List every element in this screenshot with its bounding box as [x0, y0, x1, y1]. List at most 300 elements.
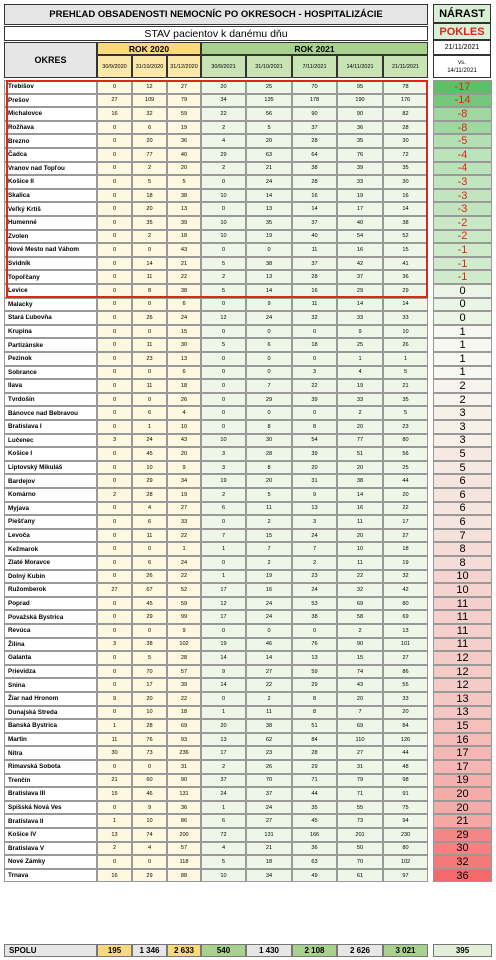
decrease-header: POKLES: [433, 23, 491, 40]
value-cell: 11: [246, 706, 292, 720]
value-cell: 38: [246, 719, 292, 733]
value-cell: 63: [292, 855, 337, 869]
value-cell: 99: [167, 610, 201, 624]
summary-cell: 540: [201, 944, 246, 957]
okres-name: Dunajská Streda: [4, 706, 97, 720]
difference-cell: -2: [433, 216, 492, 230]
value-cell: 42: [383, 583, 428, 597]
value-cell: 236: [167, 746, 201, 760]
value-cell: 0: [201, 366, 246, 380]
table-row: [4, 692, 492, 706]
comparison-vs: [433, 55, 491, 78]
table-row: [4, 366, 492, 380]
table-row: [4, 488, 492, 502]
value-cell: 31: [337, 760, 383, 774]
value-cell: 1: [337, 352, 383, 366]
table-row: [4, 420, 492, 434]
value-cell: 2: [201, 121, 246, 135]
value-cell: 14: [201, 651, 246, 665]
okres-name: Liptovský Mikuláš: [4, 461, 97, 475]
increase-header: NÁRAST: [433, 4, 491, 23]
value-cell: 14: [383, 298, 428, 312]
value-cell: 11: [246, 502, 292, 516]
value-cell: 26: [132, 570, 167, 584]
value-cell: 5: [132, 651, 167, 665]
value-cell: 28: [292, 270, 337, 284]
value-cell: 110: [337, 733, 383, 747]
value-cell: 6: [167, 366, 201, 380]
value-cell: 77: [337, 434, 383, 448]
difference-cell: 6: [433, 502, 492, 516]
value-cell: 0: [97, 162, 132, 176]
value-cell: 13: [246, 270, 292, 284]
value-cell: 69: [337, 597, 383, 611]
table-row: [4, 243, 492, 257]
value-cell: 38: [383, 216, 428, 230]
value-cell: 109: [132, 94, 167, 108]
table-row: [4, 447, 492, 461]
value-cell: 2: [97, 488, 132, 502]
value-cell: 4: [337, 366, 383, 380]
year-2021-header: ROK 2021: [201, 42, 428, 55]
date-header: 21/11/2021: [383, 55, 428, 78]
value-cell: 0: [201, 298, 246, 312]
value-cell: 14: [201, 678, 246, 692]
difference-cell: 0: [433, 284, 492, 298]
value-cell: 67: [132, 583, 167, 597]
table-row: [4, 787, 492, 801]
value-cell: 78: [383, 80, 428, 94]
value-cell: 9: [337, 325, 383, 339]
value-cell: 11: [132, 338, 167, 352]
value-cell: 36: [167, 134, 201, 148]
okres-name: Žiar nad Hronom: [4, 692, 97, 706]
value-cell: 3: [292, 366, 337, 380]
value-cell: 11: [292, 243, 337, 257]
okres-name: Bánovce nad Bebravou: [4, 406, 97, 420]
okres-name: Ilava: [4, 379, 97, 393]
value-cell: 10: [383, 325, 428, 339]
okres-name: Košice IV: [4, 828, 97, 842]
value-cell: 16: [337, 502, 383, 516]
difference-cell: 11: [433, 638, 492, 652]
table-row: [4, 855, 492, 869]
value-cell: 23: [246, 746, 292, 760]
value-cell: 0: [97, 80, 132, 94]
value-cell: 45: [292, 814, 337, 828]
okres-name: Martin: [4, 733, 97, 747]
value-cell: 0: [292, 352, 337, 366]
value-cell: 13: [246, 202, 292, 216]
value-cell: 24: [246, 175, 292, 189]
value-cell: 0: [201, 202, 246, 216]
value-cell: 230: [383, 828, 428, 842]
date-header: 7/11/2021: [292, 55, 337, 78]
value-cell: 0: [97, 338, 132, 352]
value-cell: 0: [97, 447, 132, 461]
difference-cell: 17: [433, 760, 492, 774]
value-cell: 28: [246, 447, 292, 461]
value-cell: 69: [337, 719, 383, 733]
value-cell: 6: [167, 298, 201, 312]
value-cell: 29: [201, 148, 246, 162]
value-cell: 35: [337, 134, 383, 148]
difference-cell: 3: [433, 434, 492, 448]
difference-cell: -17: [433, 80, 492, 94]
value-cell: 0: [97, 379, 132, 393]
value-cell: 0: [97, 121, 132, 135]
value-cell: 0: [201, 624, 246, 638]
value-cell: 35: [246, 216, 292, 230]
value-cell: 10: [201, 189, 246, 203]
value-cell: 18: [383, 542, 428, 556]
value-cell: 91: [383, 787, 428, 801]
value-cell: 36: [292, 842, 337, 856]
value-cell: 16: [97, 869, 132, 883]
value-cell: 2: [132, 162, 167, 176]
value-cell: 0: [97, 325, 132, 339]
table-row: [4, 352, 492, 366]
value-cell: 24: [246, 597, 292, 611]
table-row: [4, 121, 492, 135]
table-row: [4, 746, 492, 760]
difference-cell: 3: [433, 420, 492, 434]
value-cell: 39: [292, 393, 337, 407]
value-cell: 7: [201, 529, 246, 543]
summary-cell: 195: [97, 944, 132, 957]
value-cell: 53: [292, 597, 337, 611]
difference-cell: 8: [433, 542, 492, 556]
value-cell: 18: [167, 379, 201, 393]
value-cell: 0: [97, 678, 132, 692]
value-cell: 11: [292, 298, 337, 312]
value-cell: 82: [383, 107, 428, 121]
comparison-date: 21/11/2021: [433, 40, 491, 55]
value-cell: 0: [246, 352, 292, 366]
value-cell: 71: [337, 787, 383, 801]
value-cell: 18: [167, 230, 201, 244]
table-row: [4, 828, 492, 842]
value-cell: 5: [132, 175, 167, 189]
value-cell: 25: [337, 338, 383, 352]
value-cell: 43: [167, 434, 201, 448]
value-cell: 6: [132, 515, 167, 529]
value-cell: 13: [292, 651, 337, 665]
value-cell: 0: [201, 406, 246, 420]
value-cell: 3: [97, 434, 132, 448]
value-cell: 1: [383, 352, 428, 366]
difference-cell: 32: [433, 855, 492, 869]
value-cell: 70: [337, 855, 383, 869]
value-cell: 2: [337, 406, 383, 420]
okres-name: Lučenec: [4, 434, 97, 448]
value-cell: 0: [246, 366, 292, 380]
value-cell: 2: [201, 760, 246, 774]
summary-cell: 1 430: [246, 944, 292, 957]
value-cell: 28: [292, 175, 337, 189]
vs-label: vs.: [458, 59, 466, 66]
value-cell: 102: [383, 855, 428, 869]
value-cell: 20: [201, 719, 246, 733]
value-cell: 46: [246, 638, 292, 652]
value-cell: 44: [292, 787, 337, 801]
value-cell: 35: [383, 162, 428, 176]
value-cell: 33: [383, 311, 428, 325]
value-cell: 5: [201, 257, 246, 271]
table-row: [4, 651, 492, 665]
value-cell: 12: [201, 597, 246, 611]
difference-cell: 6: [433, 488, 492, 502]
value-cell: 38: [337, 474, 383, 488]
value-cell: 9: [292, 488, 337, 502]
value-cell: 71: [292, 774, 337, 788]
value-cell: 27: [337, 746, 383, 760]
value-cell: 31: [292, 474, 337, 488]
value-cell: 22: [167, 270, 201, 284]
table-row: [4, 298, 492, 312]
value-cell: 43: [167, 243, 201, 257]
value-cell: 75: [383, 801, 428, 815]
value-cell: 26: [246, 760, 292, 774]
difference-cell: -4: [433, 148, 492, 162]
value-cell: 2: [97, 842, 132, 856]
value-cell: 1: [201, 706, 246, 720]
value-cell: 56: [246, 107, 292, 121]
okres-name: Košice I: [4, 447, 97, 461]
okres-name: Rimavská Sobota: [4, 760, 97, 774]
okres-name: Čadca: [4, 148, 97, 162]
table-row: [4, 257, 492, 271]
value-cell: 20: [383, 706, 428, 720]
value-cell: 27: [167, 80, 201, 94]
value-cell: 0: [97, 257, 132, 271]
value-cell: 0: [97, 801, 132, 815]
value-cell: 3: [201, 461, 246, 475]
table-row: [4, 134, 492, 148]
value-cell: 30: [383, 175, 428, 189]
value-cell: 190: [337, 94, 383, 108]
value-cell: 33: [383, 692, 428, 706]
table-row: [4, 678, 492, 692]
value-cell: 2: [201, 270, 246, 284]
date-header: 31/10/2021: [246, 55, 292, 78]
table-row: [4, 733, 492, 747]
value-cell: 22: [167, 570, 201, 584]
table-row: [4, 515, 492, 529]
table-row: [4, 175, 492, 189]
value-cell: 18: [292, 338, 337, 352]
value-cell: 0: [97, 216, 132, 230]
value-cell: 11: [97, 733, 132, 747]
value-cell: 64: [292, 148, 337, 162]
value-cell: 38: [246, 257, 292, 271]
value-cell: 34: [201, 94, 246, 108]
date-header: 30/9/2021: [201, 55, 246, 78]
difference-cell: 1: [433, 366, 492, 380]
value-cell: 19: [246, 230, 292, 244]
okres-name: Poprad: [4, 597, 97, 611]
value-cell: 54: [292, 434, 337, 448]
value-cell: 14: [246, 651, 292, 665]
value-cell: 28: [132, 719, 167, 733]
value-cell: 0: [97, 270, 132, 284]
value-cell: 6: [132, 121, 167, 135]
difference-cell: 21: [433, 814, 492, 828]
difference-cell: -8: [433, 121, 492, 135]
value-cell: 0: [97, 311, 132, 325]
value-cell: 2: [246, 515, 292, 529]
difference-cell: -1: [433, 270, 492, 284]
difference-cell: 13: [433, 692, 492, 706]
value-cell: 13: [383, 624, 428, 638]
value-cell: 19: [337, 379, 383, 393]
difference-cell: -3: [433, 175, 492, 189]
value-cell: 27: [97, 94, 132, 108]
value-cell: 76: [132, 733, 167, 747]
value-cell: 118: [167, 855, 201, 869]
value-cell: 22: [246, 678, 292, 692]
date-header: 31/12/2020: [167, 55, 201, 78]
value-cell: 0: [97, 420, 132, 434]
table-row: [4, 270, 492, 284]
difference-cell: -2: [433, 230, 492, 244]
table-row: [4, 406, 492, 420]
value-cell: 2: [292, 556, 337, 570]
table-row: [4, 842, 492, 856]
value-cell: 95: [337, 80, 383, 94]
table-row: [4, 610, 492, 624]
table-row: [4, 434, 492, 448]
value-cell: 166: [292, 828, 337, 842]
value-cell: 48: [383, 760, 428, 774]
value-cell: 29: [292, 678, 337, 692]
okres-name: Galanta: [4, 651, 97, 665]
value-cell: 10: [201, 216, 246, 230]
value-cell: 29: [337, 284, 383, 298]
value-cell: 41: [383, 257, 428, 271]
difference-cell: 0: [433, 298, 492, 312]
value-cell: 24: [167, 556, 201, 570]
value-cell: 19: [201, 474, 246, 488]
value-cell: 102: [167, 638, 201, 652]
difference-cell: 1: [433, 352, 492, 366]
value-cell: 18: [246, 855, 292, 869]
value-cell: 0: [132, 298, 167, 312]
value-cell: 20: [246, 474, 292, 488]
value-cell: 0: [97, 610, 132, 624]
table-row: [4, 94, 492, 108]
value-cell: 26: [383, 338, 428, 352]
value-cell: 20: [201, 80, 246, 94]
okres-name: Revúca: [4, 624, 97, 638]
value-cell: 98: [383, 774, 428, 788]
table-row: [4, 80, 492, 94]
value-cell: 5: [201, 855, 246, 869]
table-row: [4, 556, 492, 570]
value-cell: 4: [132, 502, 167, 516]
value-cell: 79: [337, 774, 383, 788]
table-row: [4, 325, 492, 339]
okres-name: Prievidza: [4, 665, 97, 679]
difference-cell: 6: [433, 474, 492, 488]
okres-name: Košice II: [4, 175, 97, 189]
value-cell: 70: [246, 774, 292, 788]
table-row: [4, 706, 492, 720]
okres-name: Krupina: [4, 325, 97, 339]
okres-name: Dolný Kubín: [4, 570, 97, 584]
value-cell: 0: [97, 665, 132, 679]
value-cell: 0: [132, 325, 167, 339]
value-cell: 38: [132, 638, 167, 652]
value-cell: 7: [246, 542, 292, 556]
difference-cell: -8: [433, 107, 492, 121]
value-cell: 15: [383, 243, 428, 257]
value-cell: 0: [132, 542, 167, 556]
value-cell: 14: [337, 488, 383, 502]
table-row: [4, 624, 492, 638]
okres-name: Nitra: [4, 746, 97, 760]
value-cell: 15: [246, 529, 292, 543]
table-row: [4, 719, 492, 733]
value-cell: 39: [292, 447, 337, 461]
difference-cell: 5: [433, 447, 492, 461]
value-cell: 0: [246, 243, 292, 257]
okres-name: Nové Mesto nad Váhom: [4, 243, 97, 257]
table-row: [4, 461, 492, 475]
value-cell: 0: [97, 542, 132, 556]
value-cell: 35: [383, 393, 428, 407]
okres-name: Brezno: [4, 134, 97, 148]
value-cell: 80: [383, 842, 428, 856]
difference-cell: 11: [433, 597, 492, 611]
value-cell: 22: [167, 529, 201, 543]
value-cell: 34: [246, 869, 292, 883]
value-cell: 0: [97, 393, 132, 407]
value-cell: 131: [167, 787, 201, 801]
value-cell: 61: [337, 869, 383, 883]
value-cell: 135: [246, 94, 292, 108]
table-row: [4, 774, 492, 788]
value-cell: 200: [167, 828, 201, 842]
value-cell: 14: [337, 298, 383, 312]
value-cell: 0: [97, 597, 132, 611]
value-cell: 0: [97, 502, 132, 516]
value-cell: 1: [201, 570, 246, 584]
value-cell: 21: [246, 842, 292, 856]
value-cell: 5: [383, 366, 428, 380]
okres-name: Rožňava: [4, 121, 97, 135]
value-cell: 16: [337, 243, 383, 257]
value-cell: 46: [132, 787, 167, 801]
value-cell: 8: [246, 461, 292, 475]
value-cell: 40: [337, 216, 383, 230]
value-cell: 20: [167, 162, 201, 176]
value-cell: 15: [167, 325, 201, 339]
value-cell: 21: [97, 774, 132, 788]
value-cell: 33: [167, 515, 201, 529]
value-cell: 0: [97, 651, 132, 665]
okres-name: Považská Bystrica: [4, 610, 97, 624]
value-cell: 9: [97, 692, 132, 706]
value-cell: 40: [167, 148, 201, 162]
value-cell: 0: [292, 325, 337, 339]
value-cell: 6: [132, 406, 167, 420]
value-cell: 74: [132, 828, 167, 842]
value-cell: 1: [201, 542, 246, 556]
table-row: [4, 148, 492, 162]
value-cell: 15: [337, 651, 383, 665]
value-cell: 21: [383, 379, 428, 393]
